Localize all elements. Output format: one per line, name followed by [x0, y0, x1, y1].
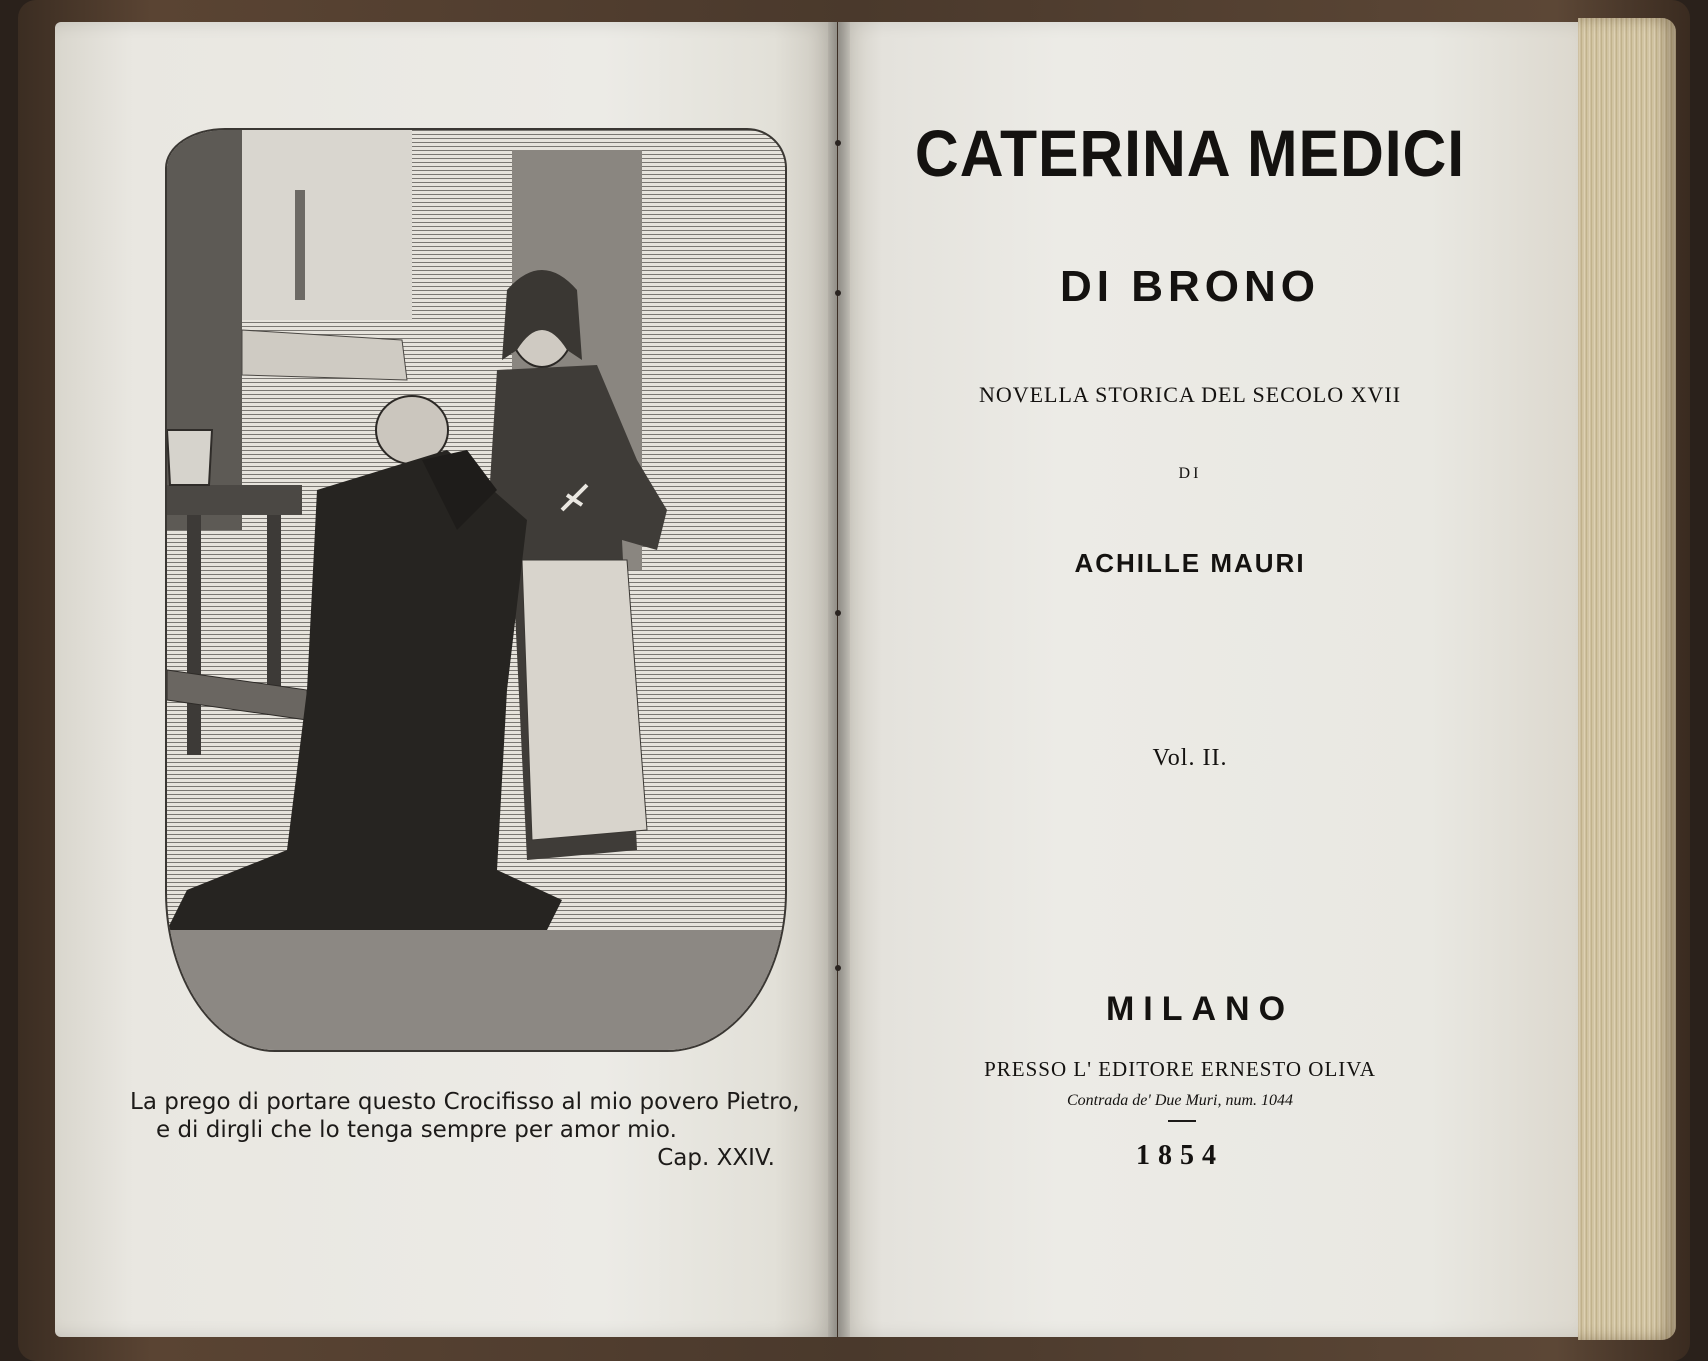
table-top: [167, 485, 302, 515]
page-edges: [1578, 18, 1676, 1340]
publisher-address: Contrada de' Due Muri, num. 1044: [1066, 1092, 1294, 1109]
table-leg: [187, 515, 201, 755]
floor: [167, 930, 785, 1050]
caption-line-1: La prego di portare questo Crocifisso al mio povero Pietro,: [130, 1089, 800, 1115]
author-name: ACHILLE MAURI: [1074, 548, 1306, 578]
binding-stitch: [835, 965, 841, 971]
publication-year: 1854: [1136, 1140, 1224, 1171]
woman-apron: [522, 560, 647, 840]
binding-stitch: [835, 290, 841, 296]
binding-stitch: [835, 610, 841, 616]
volume-label: Vol. II.: [1152, 745, 1228, 771]
window-area: [242, 130, 412, 320]
divider-rule: [1168, 1120, 1196, 1122]
chapter-reference: Cap. XXIV.: [657, 1145, 775, 1171]
book-title: CATERINA MEDICI: [914, 116, 1466, 190]
book-gutter: [828, 22, 850, 1337]
by-label: DI: [1178, 465, 1202, 482]
candlestick: [295, 190, 305, 300]
book-subtitle: NOVELLA STORICA DEL SECOLO XVII: [978, 382, 1402, 407]
book-title-line2: DI BRONO: [1060, 262, 1320, 311]
engraving-illustration: [165, 128, 787, 1052]
illustration-caption: [130, 1088, 810, 1171]
publisher-line: PRESSO L' EDITORE ERNESTO OLIVA: [984, 1057, 1376, 1081]
engraving-scene: [167, 130, 785, 1050]
altar-cloth: [242, 330, 407, 380]
publication-city: MILANO: [1105, 990, 1295, 1028]
caption-line-2: e di dirgli che lo tenga sempre per amor mio.: [156, 1117, 677, 1143]
pot: [167, 430, 212, 485]
binding-stitch: [835, 140, 841, 146]
